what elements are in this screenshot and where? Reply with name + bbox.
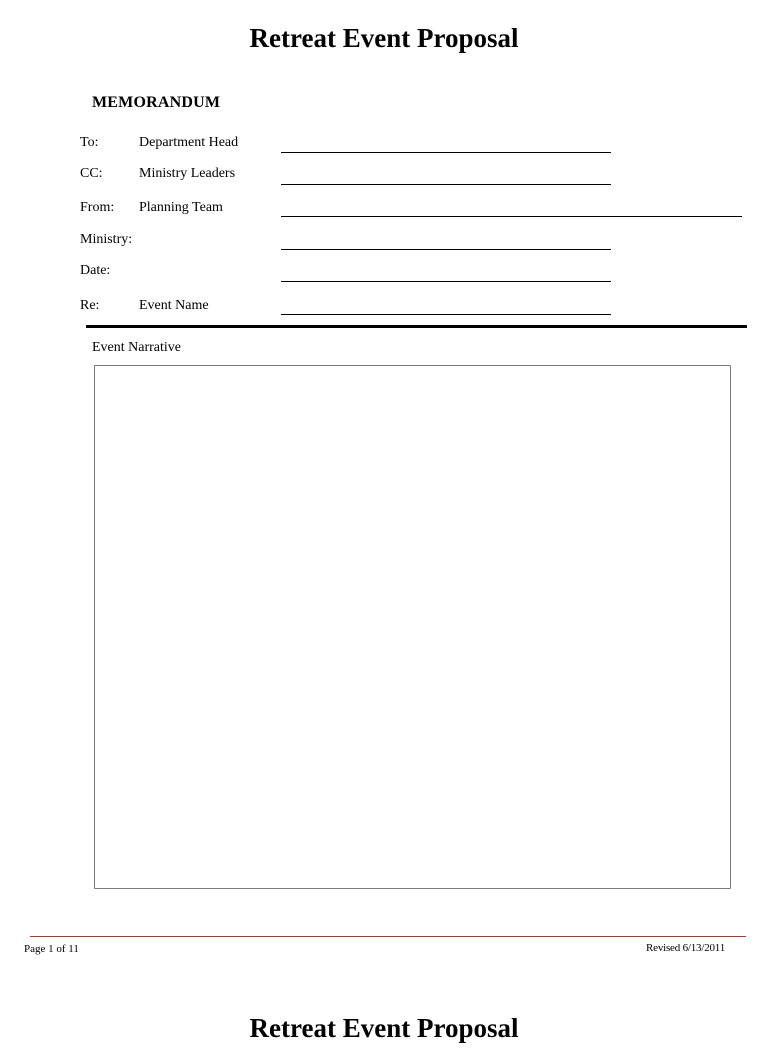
memo-label-date: Date: [80, 263, 111, 278]
ministry-field-line[interactable] [281, 249, 611, 250]
memo-label-ministry: Ministry: [80, 232, 133, 247]
cc-field-line[interactable] [281, 184, 611, 185]
revision-date: Revised 6/13/2011 [646, 942, 725, 954]
memo-value-re: Event Name [139, 298, 209, 313]
date-field-line[interactable] [281, 281, 611, 282]
memo-value-cc: Ministry Leaders [139, 166, 236, 181]
page-number: Page 1 of 11 [24, 943, 79, 955]
memo-value-to: Department Head [139, 135, 239, 150]
narrative-label: Event Narrative [92, 340, 182, 355]
memo-label-to: To: [80, 135, 99, 150]
to-field-line[interactable] [281, 152, 611, 153]
memo-label-re: Re: [80, 298, 100, 313]
footer-rule [30, 936, 746, 937]
memo-value-from: Planning Team [139, 200, 223, 215]
memo-heading: MEMORANDUM [92, 94, 221, 111]
memo-divider [86, 325, 747, 328]
next-page-title: Retreat Event Proposal [249, 1013, 519, 1043]
memo-label-cc: CC: [80, 166, 103, 181]
narrative-text-box[interactable] [94, 365, 731, 889]
memo-label-from: From: [80, 200, 115, 215]
document-title: Retreat Event Proposal [249, 23, 519, 53]
from-field-line[interactable] [281, 216, 742, 217]
re-field-line[interactable] [281, 314, 611, 315]
